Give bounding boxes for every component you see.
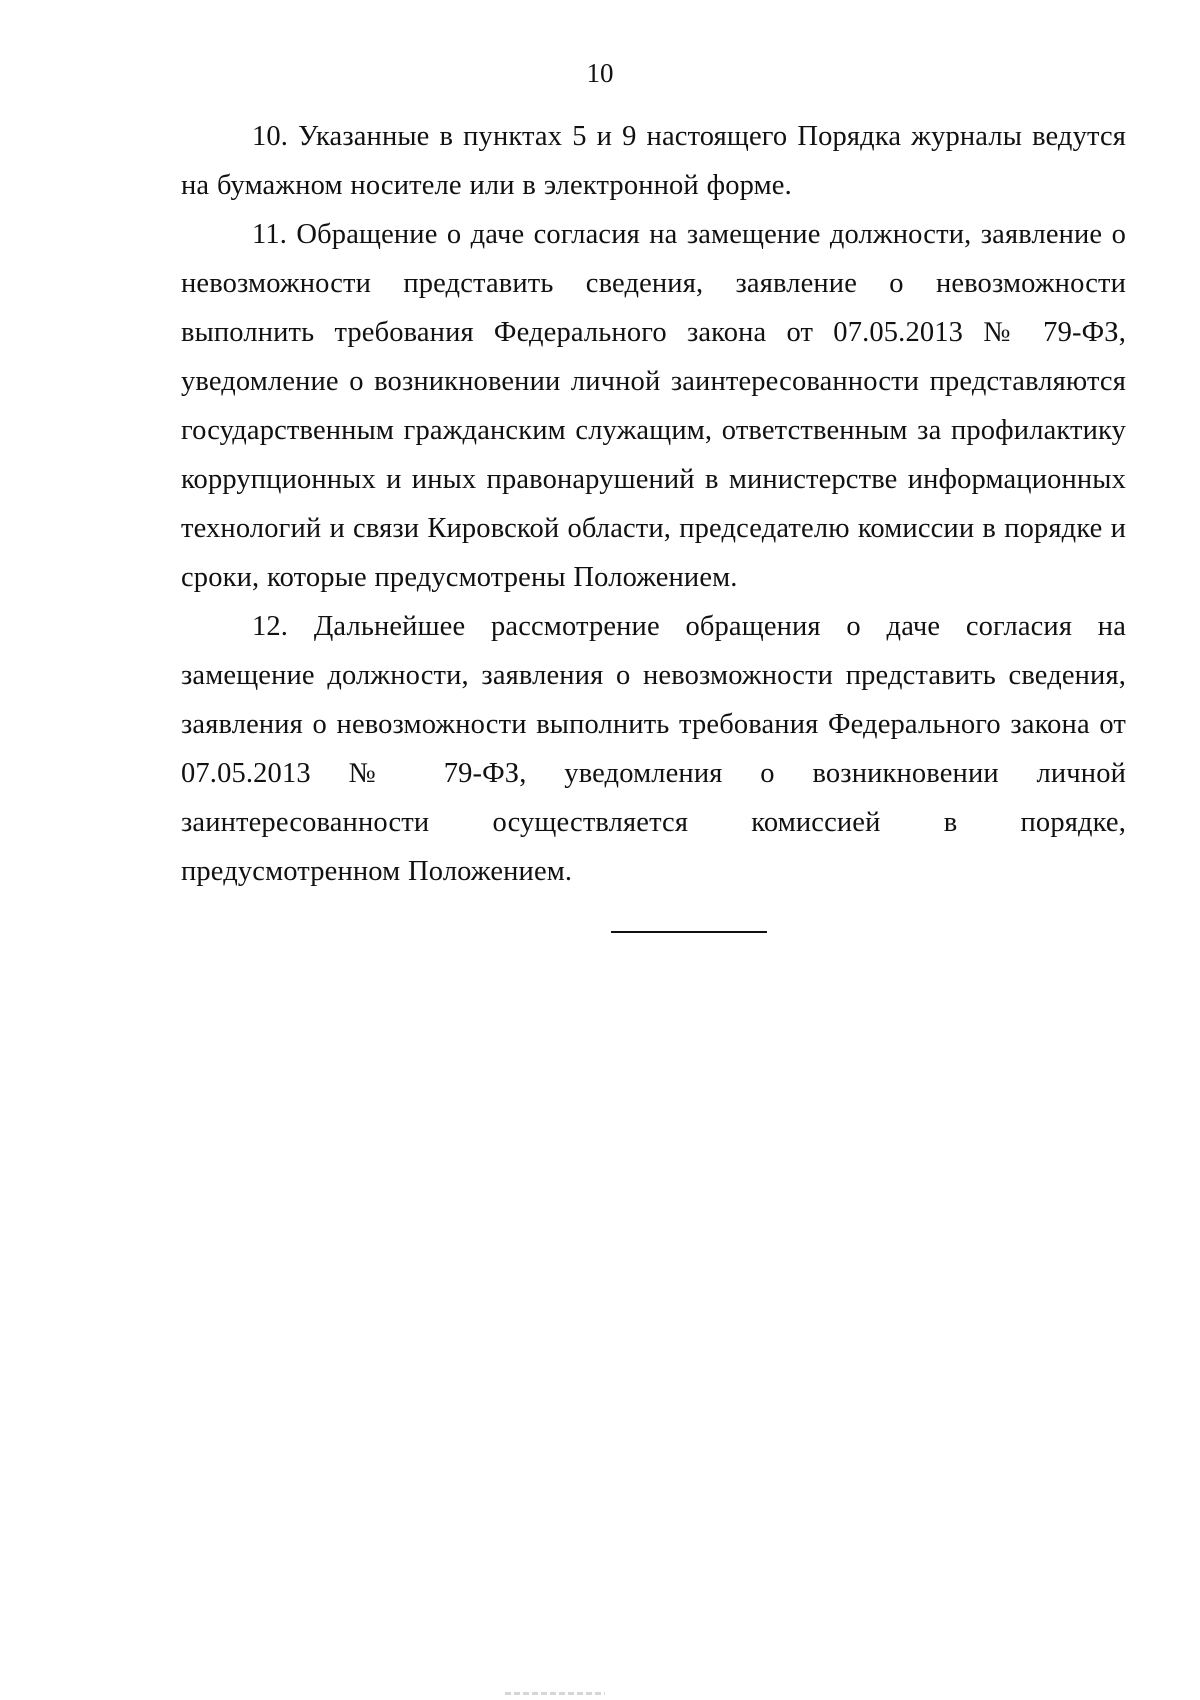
paragraph-12 [181,602,1126,896]
paragraph-text: Указанные в пунктах 5 и 9 настоящего Порядка журналы ведутся на бумажном носителе или в электронной форме. [181,121,1126,201]
paragraph-number: 12. [252,611,289,642]
paragraph-11 [181,210,1126,602]
paragraph-number: 10. [252,121,289,152]
paragraph-10 [181,112,1126,210]
page-number: 10 [586,58,614,88]
paragraph-text: Дальнейшее рассмотрение обращения о даче согласия на замещение должности, заявления о невозможности представить сведения, заявления о невозможности выполнить требования Федерального закона от 07.05.2013 № 79-ФЗ, уведомления о возникновении личной заинтересованности осуществляется комиссией в порядке, предусмотренном Положением. [181,611,1127,887]
scan-artifact [505,1692,605,1695]
document-body [181,112,1126,896]
paragraph-text: Обращение о даче согласия на замещение должности, заявление о невозможности представить сведения, заявление о невозможности выполнить требования Федерального закона от 07.05.2013 № 79-ФЗ, уведомление о возникновении личной заинтересованности представляются государственным гражданским служащим, ответственным за профилактику коррупционных и иных правонарушений в министерстве информационных технологий и связи Кировской области, председателю комиссии в порядке и сроки, которые предусмотрены Положением. [181,219,1126,593]
paragraph-number: 11. [252,219,288,250]
end-of-document-rule [611,931,767,933]
